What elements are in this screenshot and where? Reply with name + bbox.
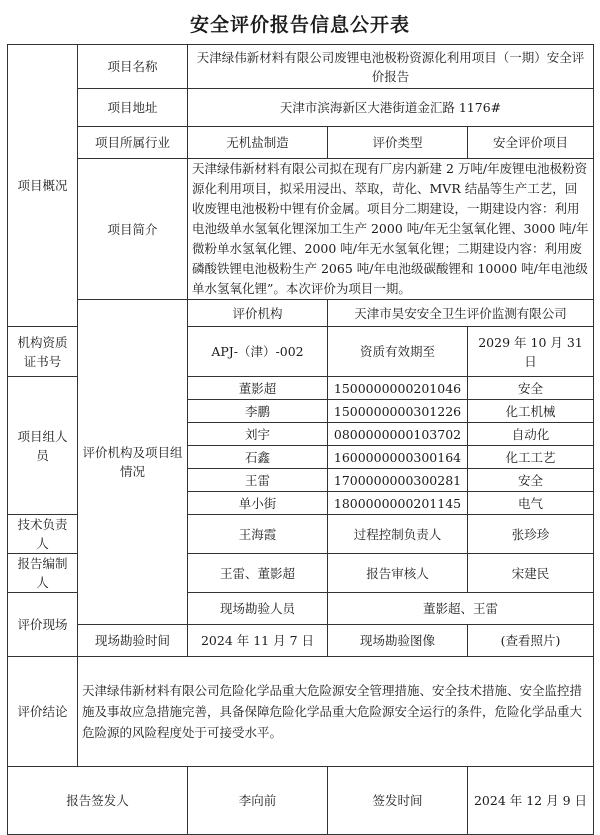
reviewer: 宋建民 (468, 554, 594, 593)
tech-lead-label: 技术负责人 (8, 515, 78, 554)
eval-type-label: 评价类型 (328, 127, 468, 159)
issue-time: 2024 年 12 月 9 日 (468, 767, 594, 835)
member-id: 1500000000301226 (328, 400, 468, 423)
project-name-label: 项目名称 (78, 45, 188, 89)
survey-time-label: 现场勘验时间 (78, 625, 188, 657)
member-specialty: 化工工艺 (468, 446, 594, 469)
disclosure-table (7, 44, 594, 835)
images-label: 现场勘验图像 (328, 625, 468, 657)
conclusion-label: 评价结论 (8, 657, 78, 767)
member-name: 李鹏 (188, 400, 328, 423)
issuer: 李向前 (188, 767, 328, 835)
compiler-label: 报告编制人 (8, 554, 78, 593)
member-id: 1700000000300281 (328, 469, 468, 492)
address: 天津市滨海新区大港街道金汇路 1176# (188, 89, 594, 127)
validity-label: 资质有效期至 (328, 327, 468, 377)
industry-label: 项目所属行业 (78, 127, 188, 159)
survey-time: 2024 年 11 月 7 日 (188, 625, 328, 657)
process-lead: 张珍珍 (468, 515, 594, 554)
member-specialty: 安全 (468, 469, 594, 492)
project-intro: 天津绿伟新材料有限公司拟在现有厂房内新建 2 万吨/年废锂电池极粉资源化利用项目，拟采用浸出、萃取，苛化、MVR 结晶等生产工艺，回收废锂电池极粉中锂有价金属。项目分二期建设，一期建设内容：利用电池级单水氢氧化锂深加工生产 2000 吨/年无尘氢氧化锂、3000 吨/年微粉单水氢氧化锂、2000 吨/年无水氢氧化锂；二期建设内容：利用废磷酸铁锂电池极粉生产 2065 吨/年电池级碳酸锂和 10000 吨/年电池级单水氢氧化锂”。本次评价为项目一期。 (188, 159, 594, 300)
section-agency: 评价机构及项目组情况 (78, 300, 188, 625)
process-lead-label: 过程控制负责人 (328, 515, 468, 554)
conclusion-text: 天津绿伟新材料有限公司危险化学品重大危险源安全管理措施、安全技术措施、安全监控措施及事故应急措施完善，具备保障危险化学品重大危险源安全运行的条件，危险化学品重大危险源的风险程度处于可接受水平。 (78, 657, 594, 767)
issue-time-label: 签发时间 (328, 767, 468, 835)
member-id: 0800000000103702 (328, 423, 468, 446)
address-label: 项目地址 (78, 89, 188, 127)
member-specialty: 自动化 (468, 423, 594, 446)
member-specialty: 电气 (468, 492, 594, 515)
surveyors: 董影超、王雷 (328, 593, 594, 625)
industry: 无机盐制造 (188, 127, 328, 159)
eval-type: 安全评价项目 (468, 127, 594, 159)
tech-lead: 王海霞 (188, 515, 328, 554)
member-specialty: 安全 (468, 377, 594, 400)
project-name: 天津绿伟新材料有限公司废锂电池极粉资源化利用项目（一期）安全评价报告 (188, 45, 594, 89)
validity-date: 2029 年 10 月 31 日 (468, 327, 594, 377)
cert-number: APJ-（津）-002 (188, 327, 328, 377)
team-label: 项目组人员 (8, 377, 78, 515)
surveyors-label: 现场勘验人员 (188, 593, 328, 625)
member-specialty: 化工机械 (468, 400, 594, 423)
issuer-label: 报告签发人 (8, 767, 188, 835)
section-site: 评价现场 (8, 593, 78, 657)
member-name: 王雷 (188, 469, 328, 492)
member-id: 1600000000300164 (328, 446, 468, 469)
member-name: 石鑫 (188, 446, 328, 469)
reviewer-label: 报告审核人 (328, 554, 468, 593)
member-id: 1800000000201145 (328, 492, 468, 515)
member-name: 刘宇 (188, 423, 328, 446)
org-label: 评价机构 (188, 300, 328, 327)
cert-label: 机构资质证书号 (8, 327, 78, 377)
section-overview: 项目概况 (8, 45, 78, 327)
intro-label: 项目简介 (78, 159, 188, 300)
member-id: 1500000000201046 (328, 377, 468, 400)
org-name: 天津市昊安安全卫生评价监测有限公司 (328, 300, 594, 327)
member-name: 单小街 (188, 492, 328, 515)
compiler: 王雷、董影超 (188, 554, 328, 593)
member-name: 董影超 (188, 377, 328, 400)
view-photos-link[interactable]: (查看照片) (468, 625, 594, 657)
page-title: 安全评价报告信息公开表 (189, 14, 410, 36)
